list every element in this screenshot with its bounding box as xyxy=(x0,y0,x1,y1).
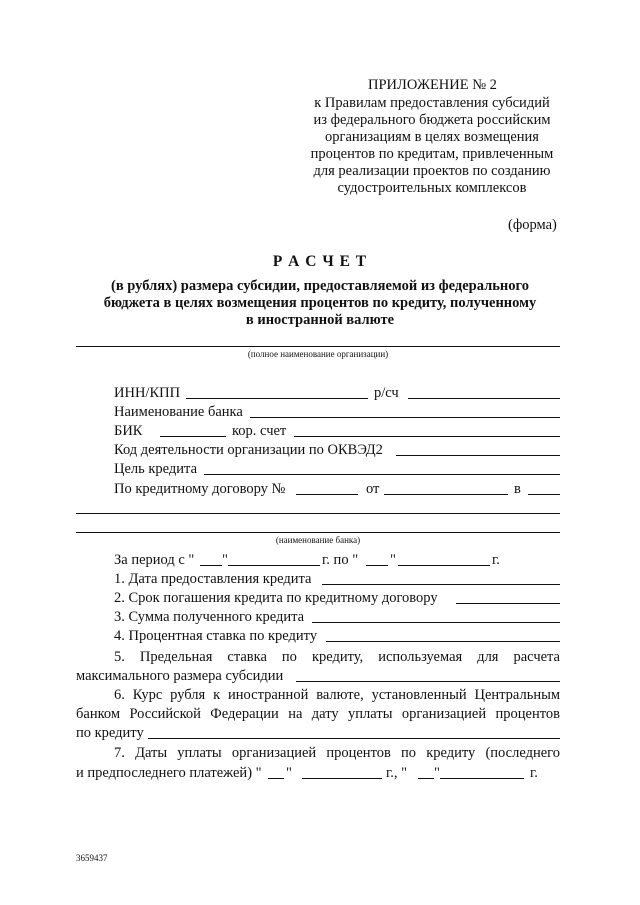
contract-number-field[interactable] xyxy=(296,494,358,495)
account-field[interactable] xyxy=(408,398,560,399)
item-6-line-3: по кредиту xyxy=(76,725,144,741)
period-month-1[interactable] xyxy=(228,565,320,566)
document-code: 3659437 xyxy=(76,853,108,863)
inn-kpp-field[interactable] xyxy=(186,398,368,399)
account-label: р/сч xyxy=(374,385,399,401)
item-3-field[interactable] xyxy=(312,622,560,623)
period-quote-1: " xyxy=(222,552,228,568)
subtitle-line-2: бюджета в целях возмещения процентов по кредиту, полученному xyxy=(103,295,537,311)
item-4-field[interactable] xyxy=(326,641,560,642)
appendix-line-2: из федерального бюджета российским xyxy=(313,112,551,128)
item-7-quote-2: " xyxy=(434,765,440,781)
corr-account-field[interactable] xyxy=(294,436,560,437)
bik-field[interactable] xyxy=(160,436,226,437)
item-5-line-1: 5. Предельная ставка по кредиту, используемая для расчета xyxy=(114,649,560,665)
bank-name-field[interactable] xyxy=(250,417,560,418)
period-prefix: За период с " xyxy=(114,552,195,568)
contract-in-label: в xyxy=(514,481,521,497)
contract-date-field[interactable] xyxy=(384,494,508,495)
item-6-line-1: 6. Курс рубля к иностранной валюте, установленный Центральным xyxy=(114,687,560,703)
item-7-day-2[interactable] xyxy=(418,778,434,779)
item-7-quote-1: " xyxy=(286,765,292,781)
appendix-line-4: процентов по кредитам, привлеченным xyxy=(310,146,554,162)
item-2-field[interactable] xyxy=(456,603,560,604)
org-name-caption: (полное наименование организации) xyxy=(247,349,389,359)
corr-account-label: кор. счет xyxy=(232,423,287,439)
bank-name-label: Наименование банка xyxy=(114,404,243,420)
org-name-line[interactable] xyxy=(76,346,560,347)
period-quote-2: " xyxy=(390,552,396,568)
contract-bank-field[interactable] xyxy=(528,494,560,495)
period-year-2: г. xyxy=(492,552,500,568)
item-6-line-2: банком Российской Федерации на дату уплаты организацией процентов xyxy=(76,706,560,722)
item-5-field[interactable] xyxy=(296,681,560,682)
purpose-field[interactable] xyxy=(204,474,560,475)
purpose-label: Цель кредита xyxy=(114,461,198,477)
item-7-day-1[interactable] xyxy=(268,778,284,779)
item-2-label: 2. Срок погашения кредита по кредитному договору xyxy=(114,590,438,606)
appendix-number: ПРИЛОЖЕНИЕ № 2 xyxy=(368,77,497,93)
item-7-year-1: г., " xyxy=(386,765,408,781)
item-6-field[interactable] xyxy=(148,738,560,739)
item-4-label: 4. Процентная ставка по кредиту xyxy=(114,628,318,644)
period-day-2[interactable] xyxy=(366,565,388,566)
bik-label: БИК xyxy=(114,423,143,439)
subtitle-line-1: (в рублях) размера субсидии, предоставляемой из федерального xyxy=(111,278,529,294)
item-7-line-1: 7. Даты уплаты организацией процентов по кредиту (последнего xyxy=(114,745,560,761)
contract-from-label: от xyxy=(366,481,380,497)
period-day-1[interactable] xyxy=(200,565,222,566)
subtitle-line-3: в иностранной валюте xyxy=(245,312,395,328)
bank-line-1[interactable] xyxy=(76,513,560,514)
item-7-month-1[interactable] xyxy=(302,778,382,779)
appendix-line-1: к Правилам предоставления субсидий xyxy=(314,95,550,111)
appendix-line-3: организациям в целях возмещения xyxy=(325,129,539,145)
item-1-field[interactable] xyxy=(322,584,560,585)
period-month-2[interactable] xyxy=(398,565,490,566)
bank-line-2[interactable] xyxy=(76,532,560,533)
item-7-year-2: г. xyxy=(530,765,538,781)
okved-label: Код деятельности организации по ОКВЭД2 xyxy=(114,442,383,458)
appendix-line-6: судостроительных комплексов xyxy=(337,180,527,196)
item-5-line-2: максимального размера субсидии xyxy=(76,668,284,684)
form-label: (форма) xyxy=(508,217,557,233)
document-title: Р А С Ч Е Т xyxy=(272,253,368,270)
item-3-label: 3. Сумма полученного кредита xyxy=(114,609,305,625)
inn-kpp-label: ИНН/КПП xyxy=(114,385,181,401)
okved-field[interactable] xyxy=(396,455,560,456)
item-7-prefix: и предпоследнего платежей) " xyxy=(76,765,262,781)
item-1-label: 1. Дата предоставления кредита xyxy=(114,571,312,587)
item-7-month-2[interactable] xyxy=(440,778,524,779)
bank-caption: (наименование банка) xyxy=(275,535,361,545)
contract-label: По кредитному договору № xyxy=(114,481,286,497)
period-year-1: г. по " xyxy=(322,552,359,568)
appendix-line-5: для реализации проектов по созданию xyxy=(313,163,551,179)
